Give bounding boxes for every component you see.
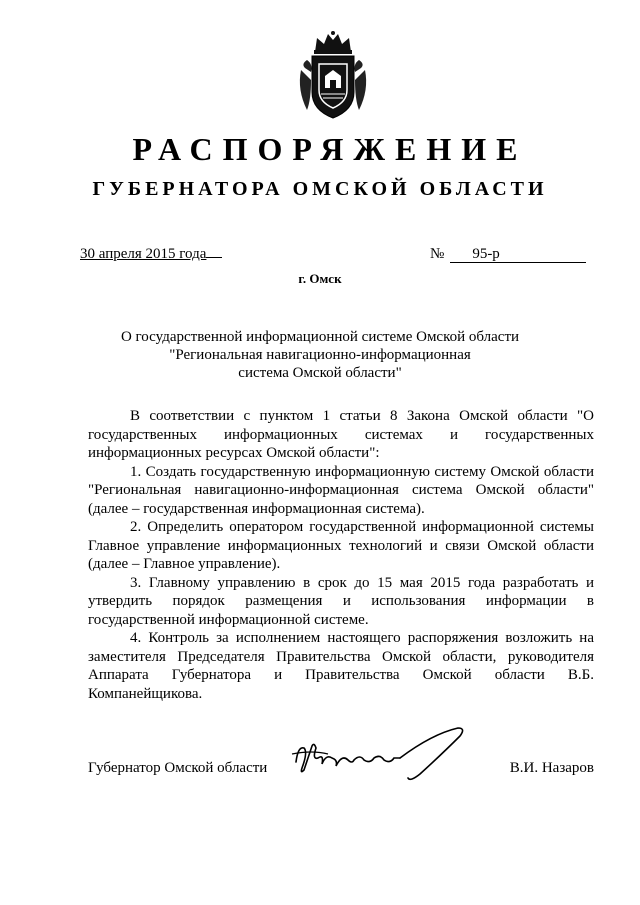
signer-name: В.И. Назаров: [509, 760, 594, 776]
document-subject: [100, 328, 540, 382]
body-paragraph: В соответствии с пунктом 1 статьи 8 Закона Омской области "О государственных информационных системах и государственных информационных ресурсах Омской области":: [88, 408, 594, 461]
handwritten-signature-icon: [282, 724, 482, 784]
date-value: 30 апреля 2015 года: [80, 246, 207, 262]
number-value: 95-р: [450, 246, 586, 263]
document-date: [80, 246, 222, 263]
document-body: [88, 407, 594, 703]
document-subtitle: ГУБЕРНАТОРА ОМСКОЙ ОБЛАСТИ: [92, 178, 548, 200]
number-label: №: [430, 246, 445, 262]
body-paragraph: 3. Главному управлению в срок до 15 мая 2015 года разработать и утвердить порядок размещения и использования информации в государственной информационной системе.: [88, 574, 594, 628]
subject-line: система Омской области": [238, 365, 402, 381]
body-paragraph: 2. Определить оператором государственной информационной системы Главное управление информационных технологий и связи Омской области (далее – Главное управление).: [88, 519, 594, 572]
body-paragraph: 4. Контроль за исполнением настоящего распоряжения возложить на заместителя Председателя Правительства Омской области, руководителя Аппарата Губернатора и Правительства Омской области В.Б. Компанейщикова.: [88, 630, 594, 702]
omsk-oblast-coat-of-arms-icon: [297, 30, 369, 122]
document-title: РАСПОРЯЖЕНИЕ: [132, 131, 528, 167]
document-number: [430, 246, 586, 263]
subject-line: О государственной информационной системе Омской области: [120, 329, 520, 345]
signer-position: Губернатор Омской области: [88, 760, 268, 776]
subject-line: "Региональная навигационно-информационная: [169, 347, 471, 363]
body-paragraph: 1. Создать государственную информационную систему Омской области "Региональная навигационно-информационная система Омской области" (далее – государственная информационная система).: [88, 463, 594, 517]
document-city: г. Омск: [298, 271, 342, 286]
